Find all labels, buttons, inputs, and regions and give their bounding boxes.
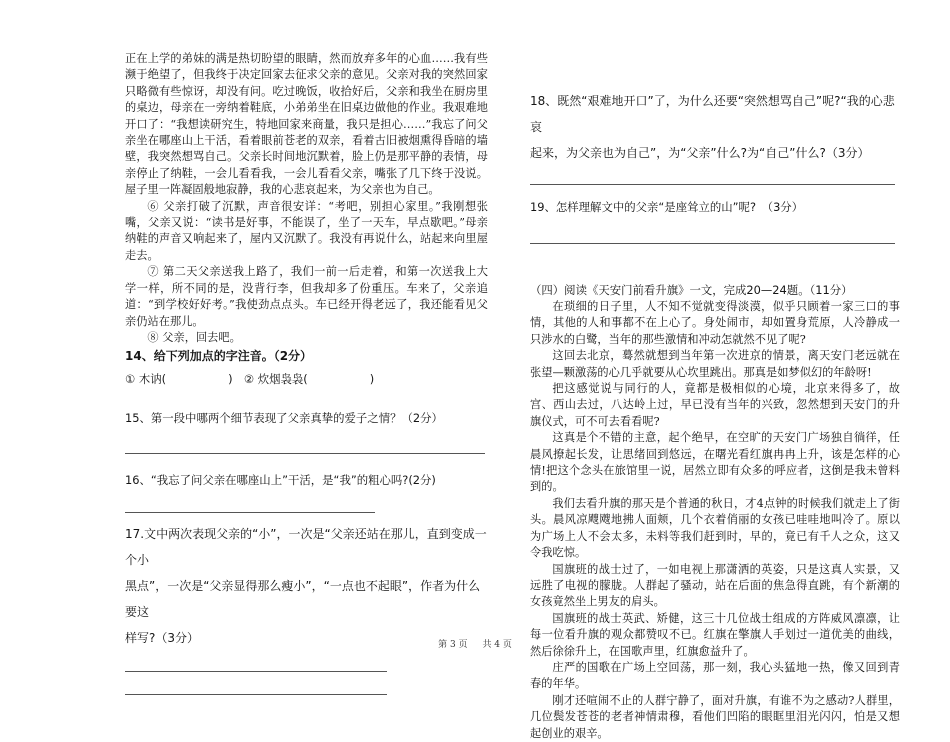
question-17-line-3: 样写?（3分） — [125, 631, 200, 646]
question-14-items — [125, 370, 488, 388]
article-paragraph-9: 刚才还喧闹不止的人群宁静了，面对升旗，有谁不为之感动?人群里，几位鬓发苍苍的老者神情肃穆，看他们凹陷的眼眶里泪光闪闪，怕是又想起创业的艰辛。 — [530, 693, 900, 740]
story-paragraph-6: ⑥ 父亲打破了沉默，声音很安详：“考吧，别担心家里。”我刚想张嘴，父亲又说：“读书是好事，不能误了，坐了一天车，早点歇吧。”母亲纳鞋的声音又响起来了，屋内又沉默了。我没有再说什么，站起来向里屋走去。 — [125, 199, 488, 262]
answer-line-17a[interactable] — [125, 671, 387, 672]
story-paragraph-5: 正在上学的弟妹的满是热切盼望的眼睛，然而放弃多年的心血……我有些濒于绝望了，但我终于决定回家去征求父亲的意见。父亲对我的突然回家只略微有些惊讶，却没有问。吃过晚饭，收拾好后，父亲和我坐在厨房里的桌边，母亲在一旁纳着鞋底，小弟弟坐在旧桌边做他的作业。我艰难地开口了：“我想读研究生，特地回家来商量，我只是担心……”我忘了问父亲坐在哪座山上干活，看着眼前苍老的双亲，看着古旧被烟熏得昏暗的墙壁，我突然想骂自己。父亲长时间地沉默着，脸上仍是那平静的表情，母亲停止了纳鞋，一会儿看看我，一会儿看看父亲，嘴张了几下终于没说。屋子里一阵凝固般地寂静，我的心悲哀起来，为父亲也为自己。 — [125, 52, 488, 197]
question-18-line-1: 18、既然“艰难地开口”了，为什么还要“突然想骂自己”呢?“我的心悲哀 — [530, 94, 895, 134]
question-14: 14、给下列加点的字注音。（2分） — [125, 349, 313, 364]
q14-item-a: ① 木讷( — [125, 372, 167, 387]
answer-line-17b[interactable] — [125, 694, 387, 695]
answer-line-16[interactable] — [125, 512, 375, 513]
story-paragraph-8: ⑧ 父亲，回去吧。 — [147, 330, 241, 344]
question-15: 15、第一段中哪两个细节表现了父亲真挚的爱子之情？（2分） — [125, 411, 443, 426]
article-paragraph-3: 把这感觉说与同行的人，竟都是极相似的心境，北京来得多了，故宫、西山去过，八达岭上过，早已没有当年的兴致，忽然想到天安门的升旗仪式，可不可去看看呢? — [530, 382, 900, 428]
left-column — [125, 51, 488, 695]
question-18-line-2: 起来，为父亲也为自己”，为“父亲”什么?为“自己”什么?（3分） — [530, 146, 870, 160]
article-paragraph-6: 国旗班的战士过了，一如电视上那潇洒的英姿，只是这真人实景，又远胜了电视的朦胧。人群起了骚动，站在后面的焦急得直跳，有个新潮的女孩竟然坐上男友的肩头。 — [530, 562, 900, 609]
page-total: 共 4 页 — [482, 640, 512, 650]
article-paragraph-4: 这真是个不错的主意，起个绝早，在空旷的天安门广场独自徜徉，任晨风撩起长发，让思绪回到悠远，在曙光看红旗冉冉上升，该是怎样的心情!把这个念头在旅馆里一说，居然立即有众多的呼应者，这倒是我未曾料到的。 — [530, 431, 900, 494]
q14-item-b: ) ② 炊烟袅袅( — [228, 372, 308, 387]
article-paragraph-1: 在琐细的日子里，人不知不觉就变得淡漠，似乎只顾着一家三口的事情，其他的人和事都不在上心了。身处闹市，却如置身荒原，人冷静成一只涉水的白鹭，当年的那些激情和冲动怎就然不见了呢? — [530, 300, 900, 346]
q14-item-c: ) — [369, 372, 375, 387]
page-number: 第 3 页 — [438, 640, 468, 650]
question-19: 19、怎样理解文中的父亲“是座耸立的山”呢? （3分） — [530, 200, 804, 214]
question-17-line-1: 17.文中两次表现父亲的“小”，一次是“父亲还站在那儿，直到变成一个小 — [125, 527, 487, 568]
article-paragraph-8: 庄严的国歌在广场上空回荡，那一刻，我心头猛地一热，像又回到青春的年华。 — [530, 660, 900, 691]
story-paragraph-7: ⑦ 第二天父亲送我上路了，我们一前一后走着，和第一次送我上大学一样，所不同的是，没背行李，但我却多了份重压。车来了，父亲追道：“到学校好好考。”我使劲点点头。车已经开得老远了，我还能看见父亲仍站在那儿。 — [125, 265, 488, 328]
article-paragraph-2: 这回去北京，蓦然就想到当年第一次进京的情景，离天安门老远就在张望—颗激荡的心几乎就要从心坎里跳出。那真是如梦似幻的年龄呀! — [530, 349, 900, 379]
answer-line-15[interactable] — [125, 453, 485, 454]
question-17-line-2: 黑点”，一次是“父亲显得那么瘦小”，“一点也不起眼”，作者为什么要这 — [125, 579, 481, 620]
article-paragraph-7: 国旗班的战士英武、矫健，这三十几位战士组成的方阵威风凛凛，让每一位看升旗的观众都赞叹不已。红旗在擎旗人手划过一道优美的曲线，然后徐徐升上，在国歌声里，红旗愈益升了。 — [530, 611, 900, 658]
question-16: 16、“我忘了问父亲在哪座山上”干活，是“我”的粗心吗?(2分) — [125, 473, 436, 488]
section-4-heading: （四）阅读《天安门前看升旗》一文，完成20—24题。（11分） — [530, 283, 853, 297]
article-paragraph-5: 我们去看升旗的那天是个普通的秋日，才4点钟的时候我们就走上了街头。晨风凉飕飕地拂人面颊，几个衣着俏丽的女孩已哇哇地叫冷了。原以为广场上人不会太多，未料等我们赶到时，早的，竟已有千人之众，这又令我吃惊。 — [530, 496, 900, 560]
answer-line-18[interactable] — [530, 184, 895, 185]
answer-line-19[interactable] — [530, 243, 895, 244]
page-footer — [0, 637, 950, 650]
